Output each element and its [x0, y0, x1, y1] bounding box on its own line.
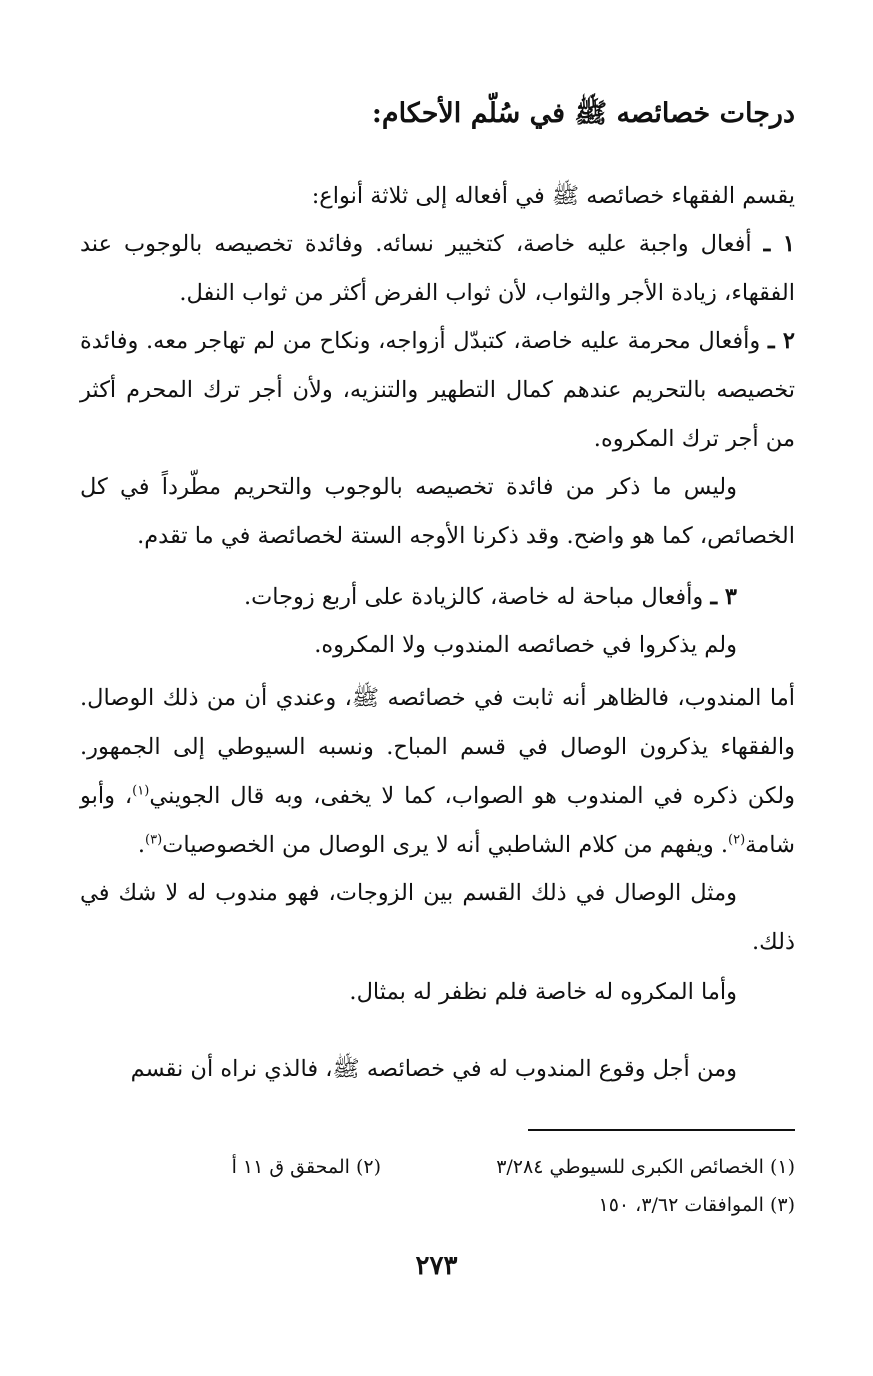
- item-1-number: ١ ـ: [763, 231, 795, 257]
- makruh-paragraph: وأما المكروه له خاصة فلم نظفر له بمثال.: [349, 979, 737, 1005]
- item-3-text: وأفعال مباحة له خاصة، كالزيادة على أربع زوجات.: [243, 584, 704, 610]
- item-2-number: ٢ ـ: [767, 328, 795, 354]
- note-paragraph: وليس ما ذكر من فائدة تخصيصه بالوجوب والتحريم مطّرداً في كل الخصائص، كما هو واضح. وقد ذكرنا الأوجه الستة لخصائصة في ما تقدم.: [80, 474, 795, 549]
- mandub-text-2: ، وأبو شامة: [80, 783, 795, 858]
- footnote-separator: [528, 1129, 795, 1131]
- item-1-paragraph: [80, 220, 795, 318]
- item-1-text: أفعال واجبة عليه خاصة، كتخيير نسائه. وفائدة تخصيصه بالوجوب عند الفقهاء، زيادة الأجر والثواب، لأن ثواب الفرض أكثر من ثواب النفل.: [80, 231, 795, 306]
- continuation-line: ومن أجل وقوع المندوب له في خصائصه ﷺ، فالذي نراه أن نقسم: [130, 1056, 737, 1082]
- intro-paragraph: يقسم الفقهاء خصائصه ﷺ في أفعاله إلى ثلاثة أنواع:: [311, 183, 795, 209]
- section-heading: درجات خصائصه ﷺ في سُلّم الأحكام:: [371, 98, 795, 129]
- item-3-followup: ولم يذكروا في خصائصه المندوب ولا المكروه.: [314, 632, 737, 658]
- mandub-text-3: . ويفهم من كلام الشاطبي أنه لا يرى الوصال من الخصوصيات: [162, 832, 729, 858]
- footnote-ref-2: (٢): [728, 832, 746, 848]
- page-number: ٢٧٣: [415, 1251, 458, 1281]
- item-3-paragraph: [80, 573, 737, 622]
- footnote-ref-3: (٣): [145, 832, 163, 848]
- item-2-paragraph: [80, 317, 795, 464]
- item-2-text: وأفعال محرمة عليه خاصة، كتبدّل أزواجه، ونكاح من لم تهاجر معه. وفائدة تخصيصه بالتحريم عندهم كمال التطهير والتنزيه، ولأن أجر ترك المحرم أكثر من أجر ترك المكروه.: [80, 328, 795, 452]
- qasm-paragraph: ومثل الوصال في ذلك القسم بين الزوجات، فهو مندوب له لا شك في ذلك.: [80, 880, 795, 955]
- footnote-2: (٢) المحقق ق ١١ أ: [231, 1156, 381, 1178]
- mandub-paragraph: [80, 674, 795, 870]
- item-3-number: ٣ ـ: [710, 584, 737, 610]
- footnote-3: (٣) الموافقات ٣/٦٢، ١٥٠: [598, 1194, 795, 1216]
- mandub-text-end: .: [137, 832, 146, 858]
- footnote-1: (١) الخصائص الكبرى للسيوطي ٣/٢٨٤: [496, 1156, 795, 1178]
- mandub-text-1: أما المندوب، فالظاهر أنه ثابت في خصائصه ﷺ، وعندي أن من ذلك الوصال. والفقهاء يذكرون الوصال في قسم المباح. ونسبه السيوطي إلى الجمهور. ولكن ذكره في المندوب هو الصواب، كما لا يخفى، وبه قال الجويني: [80, 685, 795, 809]
- footnote-ref-1: (١): [132, 783, 150, 799]
